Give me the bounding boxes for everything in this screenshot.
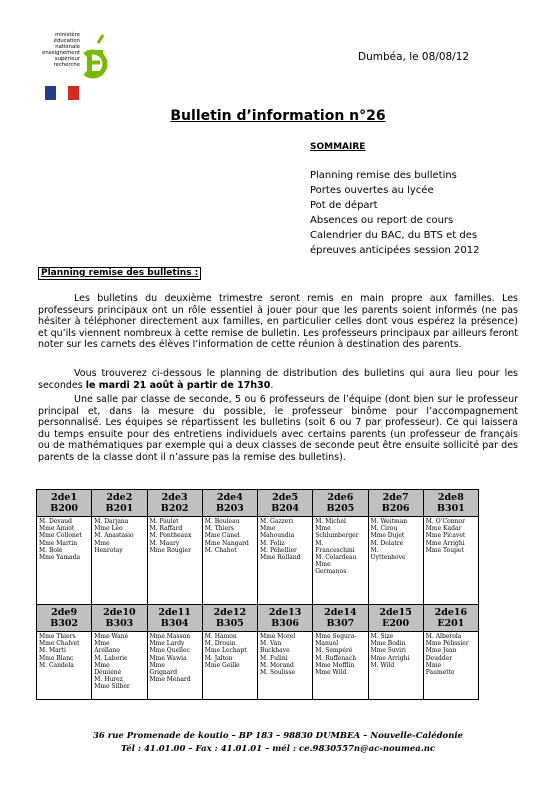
teacher-name: M. Darjana [94,518,129,525]
teachers-cell [423,517,478,605]
teacher-name: M. Raffard [149,525,183,533]
class-name: 2de8 [437,492,464,503]
paragraph-3: Une salle par classe de seconde, 5 ou 6 professeurs de l’équipe (dont bien sur le professeur principal et, dans la mesure du possible, le professeur binôme pour l’accompagnement personnalisé. Les équipes se répartissent les bulletins (soit 6 ou 7 par professeur). Ce qui laissera du temps ensuite pour des entretiens individuels avec certains parents (un professeur de français ou de mathématiques par exemple qui a deux classes de seconde peut être ensuite sollicité par des parents de la classe dont il n’assure pas la remise des bulletins). [38,394,518,463]
teacher-name: M. Wild [370,661,395,669]
teacher-name: Mme Arrighi [370,654,410,662]
teacher-name: Mme [94,640,110,648]
room-number: B305 [215,618,244,629]
teachers-cell [313,632,368,700]
teacher-name: Mme Léo [94,525,123,533]
class-header-cell [258,490,313,517]
teacher-name: M. Devaud [39,518,72,525]
summary-heading: SOMMAIRE [310,142,366,152]
document-date: Dumbéa, le 08/08/12 [358,51,470,63]
room-number: B307 [326,618,355,629]
teacher-name: M. Sempéré [315,647,353,655]
teachers-cell [368,632,423,700]
teacher-name: M. O’Connor [425,518,465,525]
teachers-cell [147,517,202,605]
teacher-name: Mme Geille [204,661,240,669]
teacher-name: Mme Quellec [149,647,190,655]
class-name: 2de12 [213,607,247,618]
class-header-cell [368,605,423,632]
teacher-name: M. Hamon [204,633,237,640]
teachers-cell [37,517,92,605]
teacher-name: Mme Lechapt [204,647,247,655]
class-name: 2de1 [51,492,78,503]
teacher-name: M. Pontheaux [149,532,192,540]
summary-item: Planning remise des bulletins [310,170,457,181]
teacher-name: M. Fulini [260,654,288,662]
teacher-name: M. Candela [39,661,74,669]
ministry-logo-icon [81,33,111,81]
teacher-name: Mme Lardy [149,640,185,648]
room-number: B200 [50,503,79,514]
class-name: 2de14 [324,607,357,618]
teacher-name: Mme Nangard [204,539,249,547]
teacher-name: Uyttenhove [370,554,406,562]
class-name: 2de5 [272,492,299,503]
teacher-name: Mme Arrighi [425,539,465,547]
class-name: 2de4 [216,492,243,503]
class-header-cell [37,605,92,632]
teachers-cell [258,632,313,700]
room-number: B203 [215,503,244,514]
teachers-cell [368,517,423,605]
teacher-name: Mme Wané [94,633,129,640]
teacher-name: Mme Chalvet [39,640,80,648]
teacher-name: Mme [425,661,442,669]
page-title: Bulletin d’information n°26 [170,108,386,124]
teacher-name: Henrotay [94,546,123,554]
summary-item: Absences ou report de cours [310,215,454,226]
class-header-cell [313,605,368,632]
class-header-cell [313,490,368,517]
teacher-name: M. Jalton [204,654,233,662]
teacher-name: M. Van [260,640,282,648]
teacher-name: M. Paulet [149,518,179,525]
room-number: E201 [437,618,465,629]
class-header-cell [147,605,202,632]
class-header-cell [37,490,92,517]
teacher-name: Mme Masson [149,633,191,640]
footer-address: 36 rue Promenade de koutio – BP 183 – 98830 DUMBEA – Nouvelle-Calédonie [92,731,464,741]
paragraph-2: Vous trouverez ci-dessous le planning de distribution des bulletins qui aura lieu pour les secondes le mardi 21 août à partir de 17h30. [38,368,518,391]
teacher-name: M. Bouleau [204,518,240,525]
teacher-name: Mahoundia [260,532,295,540]
teacher-name: M. Chahot [204,546,237,554]
republic-flag-icon [45,86,79,100]
section-heading: Planning remise des bulletins : [38,267,201,280]
teacher-name: M. Marti [39,647,66,655]
class-name: 2de6 [327,492,354,503]
teachers-cell [258,517,313,605]
teacher-name: M. Morand [260,661,294,669]
teacher-name: Mme Toupet [425,546,464,554]
teacher-name: M. Size [370,633,394,640]
teacher-name: Mme Picavet [425,532,466,540]
teacher-name: Mme Blanc [39,654,74,662]
class-header-cell [423,490,478,517]
teacher-name: Mme Rolland [260,554,301,562]
teacher-name: Démiéné [94,669,122,677]
teacher-name: Paumette [425,669,455,677]
class-header-cell [92,490,147,517]
teacher-name: Mme [94,661,110,669]
room-number: B302 [50,618,79,629]
teacher-name: Mme [315,561,331,569]
teacher-name: Buckhave [260,647,290,655]
room-number: E200 [382,618,410,629]
teacher-name: Mme [94,539,110,547]
teacher-name: M. Ruffenach [315,654,357,662]
teacher-name: Mme [149,661,165,669]
teacher-name: M. Maury [149,539,180,547]
class-header-cell [202,490,257,517]
class-name: 2de15 [379,607,412,618]
teacher-name: Mme Thiers [39,633,76,640]
ministry-logo-text: ministère éducation nationale enseignement supérieur recherche [42,32,80,68]
teachers-cell [92,632,147,700]
room-number: B202 [160,503,189,514]
teacher-name: M. Soulisse [260,669,296,677]
teacher-name: M. [315,539,324,547]
teacher-name: Schlumberger [315,532,359,540]
teachers-cell [423,632,478,700]
class-name: 2de13 [268,607,302,618]
teacher-name: M. Colardeau [315,554,357,562]
teacher-name: M. Péhellier [260,546,297,554]
room-number: B206 [381,503,410,514]
summary-item: Portes ouvertes au lycée [310,185,434,196]
class-header-cell [368,490,423,517]
class-name: 2de7 [382,492,409,503]
summary-list [310,168,480,258]
distribution-table [36,489,479,700]
teacher-name: Mme Kadar [425,525,462,533]
summary-item: Calendrier du BAC, du BTS et des épreuves anticipées session 2012 [310,230,480,256]
teacher-name: Mme Suviri [370,647,406,655]
teacher-name: Mme Amiot [39,525,75,533]
teacher-name: Mme Morel [260,633,296,640]
footer-contact: Tél : 41.01.00 – Fax : 41.01.01 – mél : ce.9830557n@ac-noumea.nc [120,744,436,754]
teacher-name: Mme Pélissier [425,640,469,648]
teacher-name: M. Thiers [204,525,234,533]
teacher-name: M. Bolé [39,546,63,554]
teacher-name: M. Michel [315,518,346,525]
room-number: B304 [160,618,189,629]
teachers-cell [313,517,368,605]
teacher-name: Mme Collonet [39,532,82,540]
teacher-name: Mme Silber [94,683,130,691]
teacher-name: Mme [315,525,331,533]
teacher-name: M. Anastasio [94,532,134,540]
teacher-name: M. Weitman [370,518,408,525]
class-name: 2de10 [103,607,136,618]
class-header-cell [202,605,257,632]
teacher-name: Grignard [149,669,178,677]
class-name: 2de16 [434,607,468,618]
teacher-name: Mme [260,525,276,533]
class-header-cell [258,605,313,632]
teachers-cell [147,632,202,700]
teacher-name: Mme Yamada [39,554,81,562]
class-name: 2de9 [51,607,78,618]
teacher-name: Mme Rougier [149,546,191,554]
class-name: 2de3 [161,492,188,503]
teacher-name: Mme Dujet [370,532,405,540]
teacher-name: M. Hurez [94,676,123,684]
class-header-cell [147,490,202,517]
room-number: B201 [105,503,134,514]
room-number: B301 [436,503,465,514]
room-number: B205 [326,503,355,514]
teacher-name: Arellano [94,647,120,655]
teachers-cell [92,517,147,605]
teacher-name: Mme Menard [149,676,191,684]
room-number: B303 [105,618,134,629]
teacher-name: M. Delatre [370,539,404,547]
teacher-name: Mme Mofflin [315,661,355,669]
teacher-name: Mme Segura- [315,633,357,640]
teacher-name: Mme Canel [204,532,240,540]
teacher-name: Manuel [315,640,339,648]
teacher-name: Germanos [315,568,347,576]
teachers-cell [37,632,92,700]
teacher-name: M. Alberola [425,633,462,640]
teacher-name: Mme Bodin [370,640,406,648]
teacher-name: Deudder [425,654,453,662]
teachers-cell [202,632,257,700]
class-name: 2de11 [158,607,191,618]
room-number: B204 [271,503,300,514]
teacher-name: Mme Jean [425,647,457,655]
class-header-cell [92,605,147,632]
teacher-name: M. Gazzeri [260,518,293,525]
teacher-name: M. [370,546,379,554]
teacher-name: M. Cirou [370,525,398,533]
teacher-name: M. Drouin [204,640,236,648]
teacher-name: M. Foliz [260,539,285,547]
summary-item: Pot de départ [310,200,378,211]
teacher-name: Mme Wawia [149,654,187,662]
paragraph-1: Les bulletins du deuxième trimestre seront remis en main propre aux familles. Les professeurs principaux ont un rôle essentiel à jouer pour que les parents soient informés (ne pas hésiter à téléphoner directement aux familles, en particulier celles dont vous espérez la présence) et qu’ils viennent nombreux à cette remise de bulletin. Les professeurs principaux par ailleurs feront noter sur les carnets des élèves l’information de cette réunion à destination des parents. [38,293,518,350]
room-number: B306 [271,618,300,629]
teachers-cell [202,517,257,605]
teacher-name: M. Laborie [94,654,128,662]
class-name: 2de2 [106,492,133,503]
teacher-name: Mme Martin [39,539,78,547]
teacher-name: Franceschini [315,546,355,554]
teacher-name: Mme Wild [315,669,347,677]
class-header-cell [423,605,478,632]
